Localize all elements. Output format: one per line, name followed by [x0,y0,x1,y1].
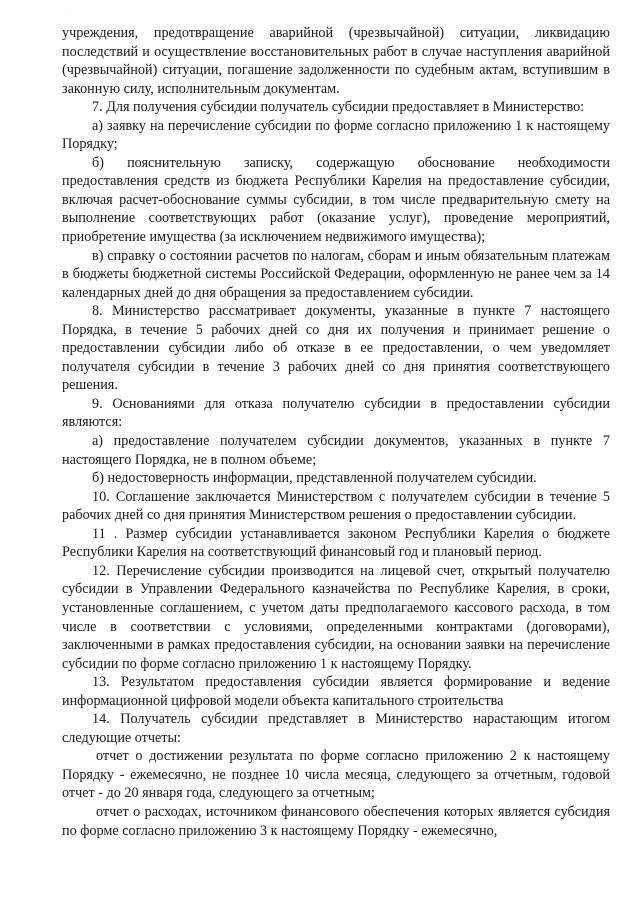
paragraph-12: 12. Перечисление субсидии производится на лицевой счет, открытый получателю субсидии в Управлении Федерального казначейства по Республике Карелия, в сроки, установленные соглашением, с учетом даты предполагаемого кассового расхода, в том числе в соответствии с условиями, определенными контрактами (договорами), заключенными в рамках предоставления субсидии, на основании заявки на перечисление субсидии по форме согласно приложению 1 к настоящему Порядку. [62,562,610,672]
paragraph-9: 9. Основаниями для отказа получателю субсидии в предоставлении субсидии являются: [62,395,610,431]
paragraph-10: 10. Соглашение заключается Министерством с получателем субсидии в течение 5 рабочих дней со дня принятия Министерством решения о предоставлении субсидии. [62,488,610,524]
paragraph-14-report-result: отчет о достижении результата по форме согласно приложению 2 к настоящему Порядку - ежемесячно, не позднее 10 числа месяца, следующего за отчетным, годовой отчет - до 20 января года, следующего за отчетным; [62,748,610,802]
paragraph-7: 7. Для получения субсидии получатель субсидии предоставляет в Министерство: [92,99,585,116]
paragraph-9b: б) недостоверность информации, представленной получателем субсидии. [92,470,537,487]
paragraph-7b: б) пояснительную записку, содержащую обоснование необходимости предоставления средств из бюджета Республики Карелия на предоставление субсидии, включая расчет-обоснование суммы субсидии, в том числе предварительную смету на выполнение соответствующих работ (оказание услуг), проведение мероприятий, приобретение имущества (за исключением недвижимого имущества); [62,154,610,246]
paragraph-14: 14. Получатель субсидии представляет в Министерство нарастающим итогом следующие отчеты: [62,711,610,746]
paragraph-11: 11 . Размер субсидии устанавливается законом Республики Карелия о бюджете Республики Карелия на соответствующий финансовый год и плановый период. [62,525,610,561]
scan-mark: · [66,12,68,17]
paragraph-13: 13. Результатом предоставления субсидии является формирование и ведение информационной цифровой модели объекта капитального строительства [62,674,610,709]
paragraph-14-report-expenses: отчет о расходах, источником финансового обеспечения которых является субсидия по форме согласно приложению 3 к настоящему Порядку - ежемесячно, [62,803,610,839]
paragraph-continuation: учреждения, предотвращение аварийной (чрезвычайной) ситуации, ликвидацию последствий и осуществление восстановительных работ в случае наступления аварийной (чрезвычайной) ситуации, погашение задолженности по судебным актам, вступившим в законную силу, исполнительным документам. [62,25,610,97]
document-body [62,24,610,840]
paragraph-8: 8. Министерство рассматривает документы, указанные в пункте 7 настоящего Порядка, в течение 5 рабочих дней со дня их получения и принимает решение о предоставлении субсидии либо об отказе в ее предоставлении, о чем уведомляет получателя субсидии в течение 3 рабочих дней со дня принятия соответствующего решения. [62,303,610,394]
paragraph-9a: а) предоставление получателем субсидии документов, указанных в пункте 7 настоящего Порядка, не в полном объеме; [62,433,610,468]
paragraph-7v: в) справку о состоянии расчетов по налогам, сборам и иным обязательным платежам в бюджеты бюджетной системы Российской Федерации, оформленную не ранее чем за 14 календарных дней до дня обращения за предоставлением субсидии. [62,247,610,301]
paragraph-7a: а) заявку на перечисление субсидии по форме согласно приложению 1 к настоящему Порядку; [62,117,610,153]
